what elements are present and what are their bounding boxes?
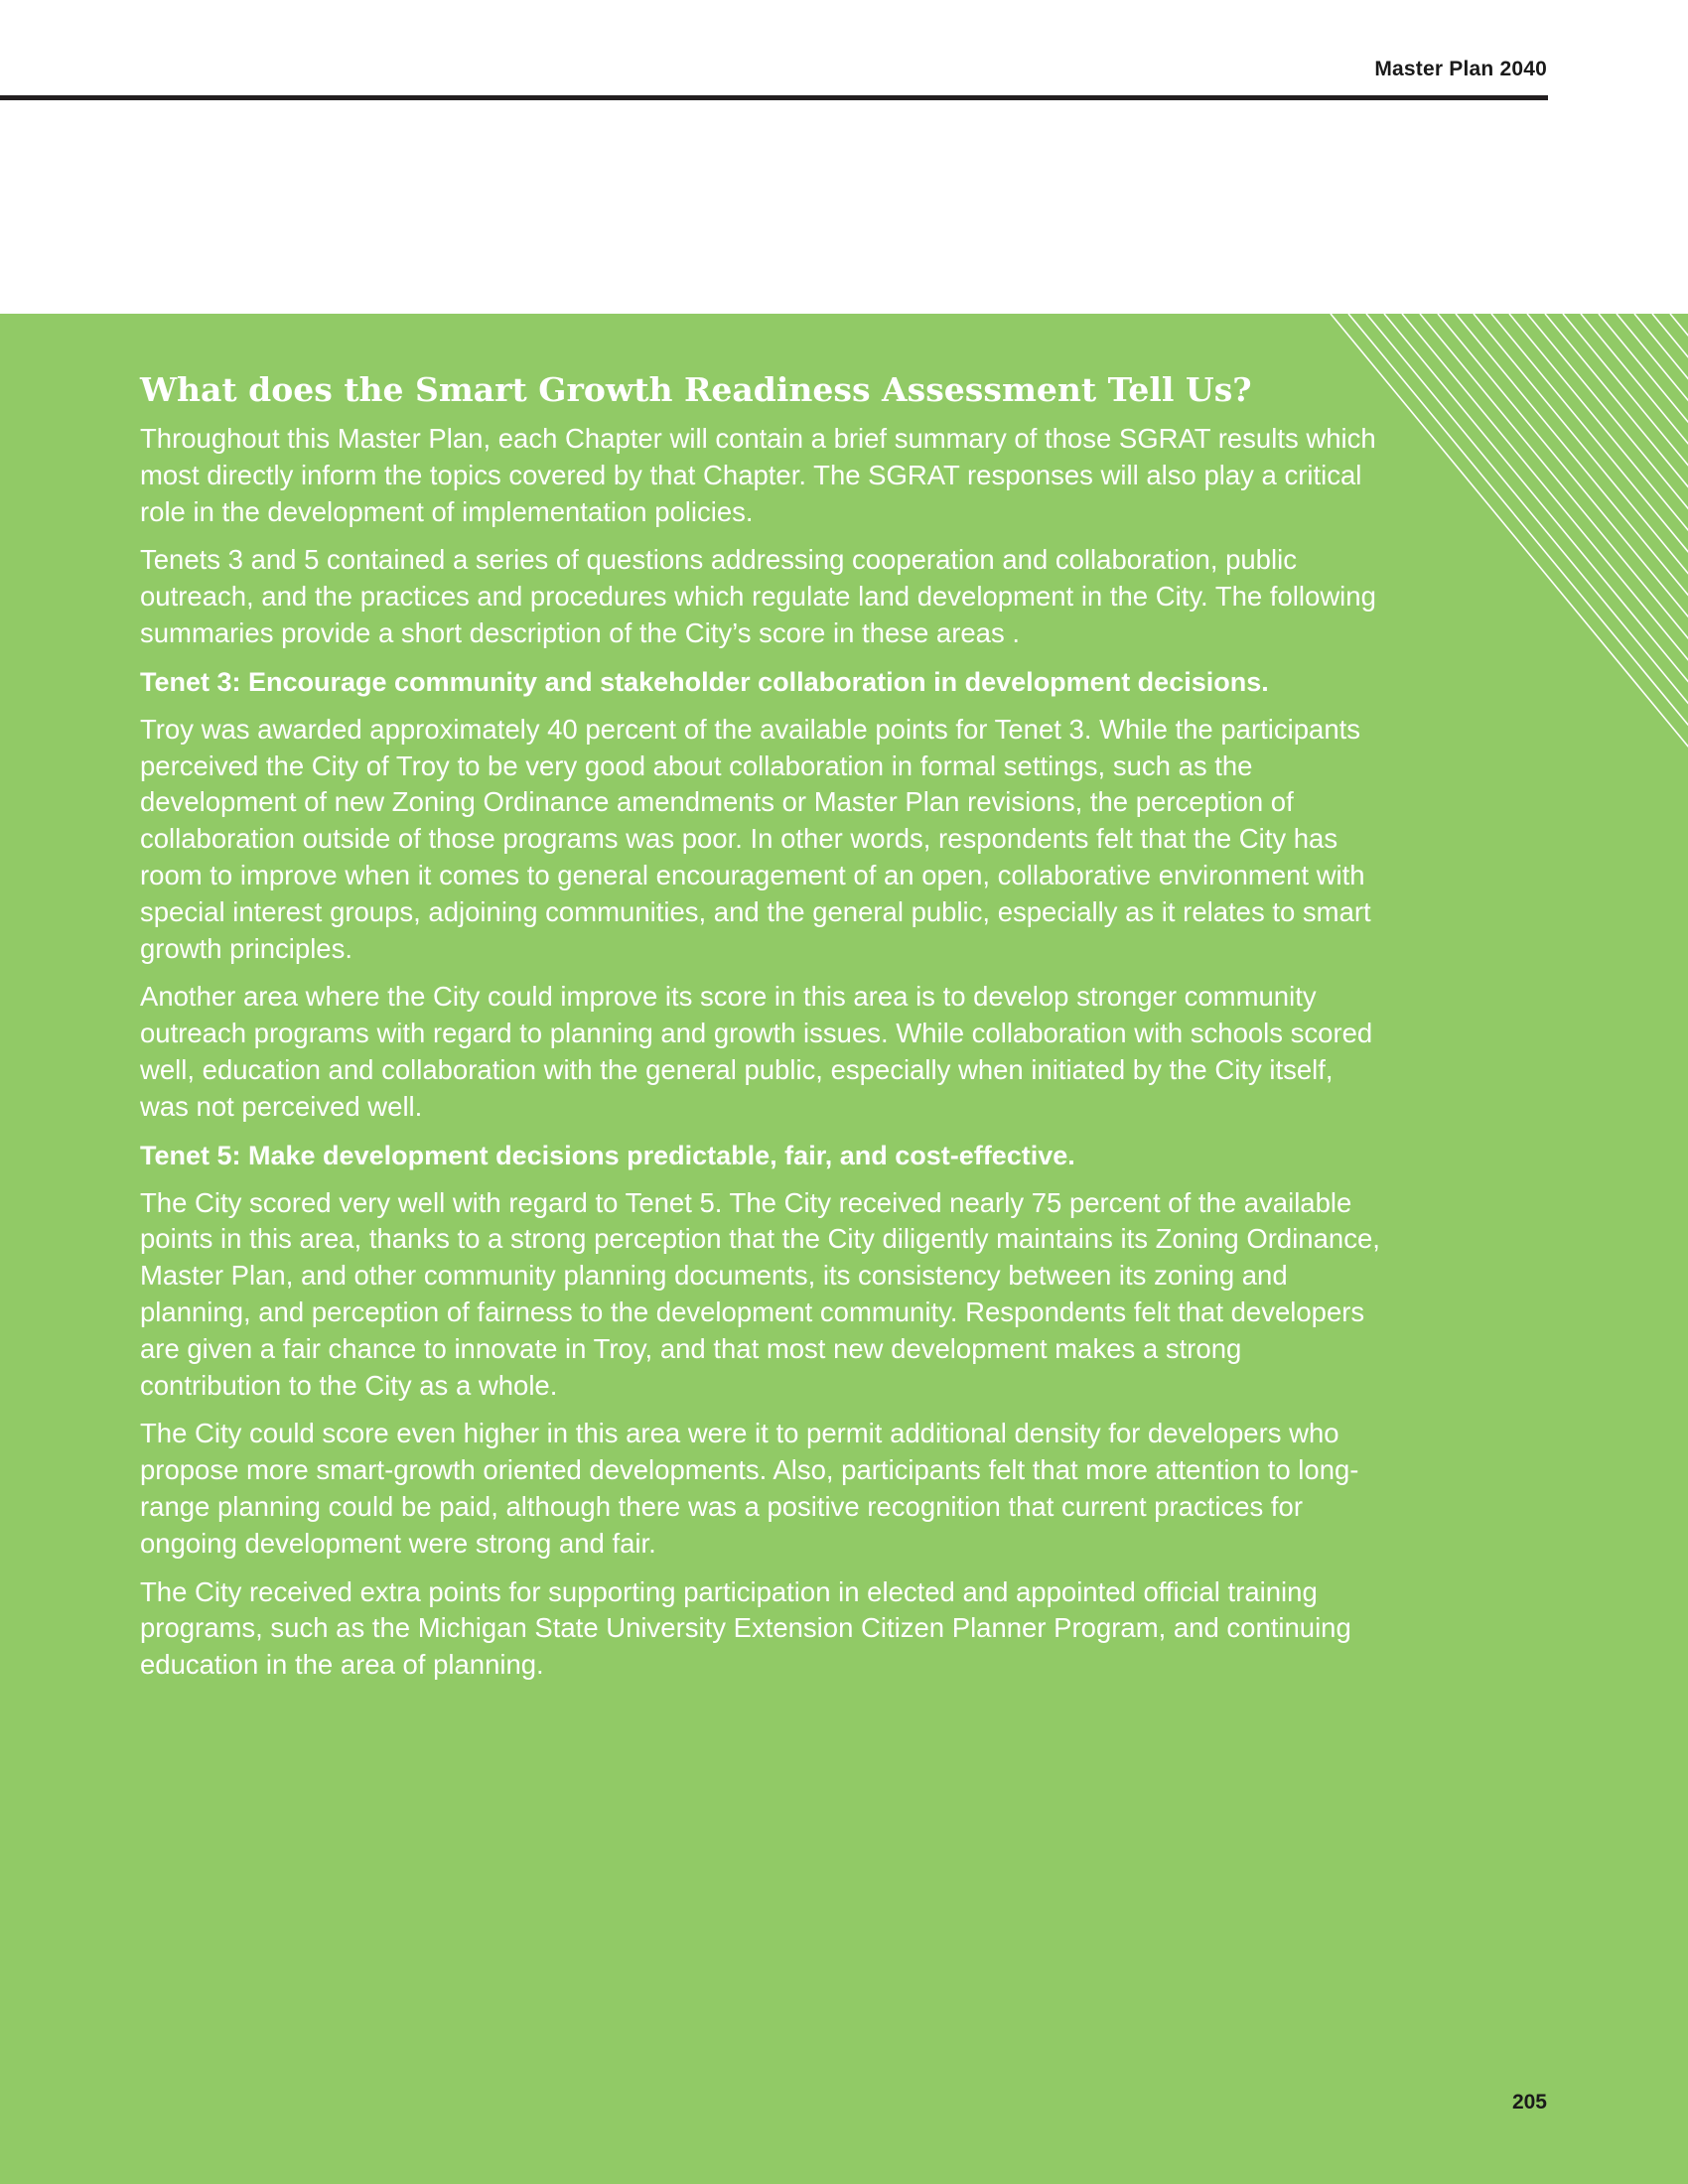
stripe-line	[1331, 314, 1688, 770]
content-panel	[0, 314, 1688, 2184]
tenet5-paragraph-1: The City scored very well with regard to Tenet 5. The City received nearly 75 percent of the available points in this area, thanks to a strong perception that the City diligently maintains its Zoning Ordinance, Master Plan, and other community planning documents, its consistency between its zoning and planning, and perception of fairness to the development community. Respondents felt that developers are given a fair chance to innovate in Troy, and that most new development makes a strong contribution to the City as a whole.	[140, 1186, 1380, 1401]
tenet3-paragraph-1: Troy was awarded approximately 40 percent of the available points for Tenet 3. While the participants perceived the City of Troy to be very good about collaboration in formal settings, such as the development of new Zoning Ordinance amendments or Master Plan revisions, the perception of collaboration outside of those programs was poor. In other words, respondents felt that the City has room to improve when it comes to general encouragement of an open, collaborative environment with special interest groups, adjoining communities, and the general public, especially as it relates to smart growth principles.	[140, 713, 1371, 964]
tenet5-heading: Tenet 5: Make development decisions predictable, fair, and cost-effective.	[140, 1140, 1075, 1170]
section-content	[140, 369, 1381, 1696]
intro-paragraph-2: Tenets 3 and 5 contained a series of questions addressing cooperation and collaboration, public outreach, and the practices and procedures which regulate land development in the City. The following summaries provide a short description of the City’s score in these areas .	[140, 544, 1376, 648]
stripe-line	[1581, 314, 1688, 770]
header-rule	[0, 95, 1548, 100]
intro-paragraph-1: Throughout this Master Plan, each Chapter will contain a brief summary of those SGRAT results which most directly inform the topics covered by that Chapter. The SGRAT responses will also play a critical role in the development of implementation policies.	[140, 423, 1376, 527]
section-heading: What does the Smart Growth Readiness Assessment Tell Us?	[140, 370, 1252, 409]
tenet3-paragraph-2: Another area where the City could improve its score in this area is to develop stronger community outreach programs with regard to planning and growth issues. While collaboration with schools scored well, education and collaboration with the general public, especially when initiated by the City itself, was not perceived well.	[140, 981, 1373, 1122]
tenet3-heading: Tenet 3: Encourage community and stakeholder collaboration in development decisions.	[140, 666, 1269, 697]
page-number: 205	[1511, 2091, 1547, 2114]
header-title: Master Plan 2040	[1374, 58, 1547, 80]
tenet5-paragraph-3: The City received extra points for supporting participation in elected and appointed official training programs, such as the Michigan State University Extension Citizen Planner Program, and continuing education in the area of planning.	[140, 1575, 1351, 1681]
tenet5-paragraph-2: The City could score even higher in this area were it to permit additional density for developers who propose more smart-growth oriented developments. Also, participants felt that more attention to long-range planning could be paid, although there was a positive recognition that current practices for ongoing development were strong and fair.	[140, 1418, 1359, 1559]
stripe-line	[1366, 314, 1688, 770]
